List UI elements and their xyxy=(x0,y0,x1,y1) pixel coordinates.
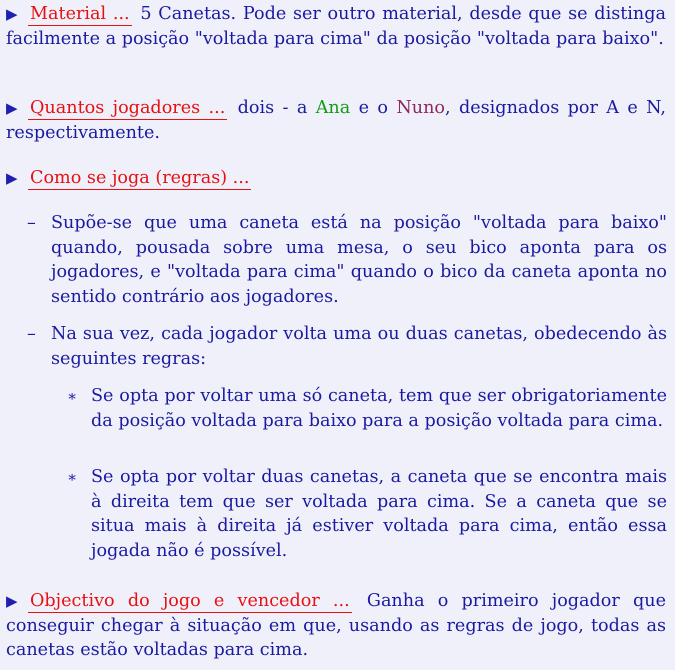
heading-jogadores: Quantos jogadores ... xyxy=(30,98,226,118)
heading-regras: Como se joga (regras) ... xyxy=(30,168,250,188)
section-objectivo xyxy=(6,589,666,663)
regras-subitem-1 xyxy=(67,384,667,433)
jogadores-text-before: dois - a xyxy=(229,98,316,118)
section-regras xyxy=(6,166,666,191)
heading-material: Material ... xyxy=(30,4,130,24)
jogadores-text-mid: e o xyxy=(350,98,397,118)
regras-subitem-text: Se opta por voltar duas canetas, a caneta que se encontra mais à direita tem que ser voltada para cima. Se a caneta que se situa mais à direita já estiver voltada para cima, então essa jogada não é possível. xyxy=(91,467,667,561)
player-ana: Ana xyxy=(315,98,351,118)
bullet-arrow-icon: ▶ xyxy=(6,5,18,23)
dash-bullet: – xyxy=(27,324,36,344)
dash-bullet: – xyxy=(27,213,36,233)
regras-item-text: Na sua vez, cada jogador volta uma ou duas canetas, obedecendo às seguintes regras: xyxy=(51,324,667,369)
jogadores-text-after: , designados por A e N, respectivamente. xyxy=(6,98,666,143)
star-bullet-icon: ∗ xyxy=(67,468,78,486)
bullet-arrow-icon: ▶ xyxy=(6,99,18,117)
bullet-arrow-icon: ▶ xyxy=(6,592,18,610)
section-material xyxy=(6,2,666,51)
regras-item-2 xyxy=(27,322,667,371)
objectivo-text: Ganha o primeiro jogador que conseguir chegar à situação em que, usando as regras de jogo, todas as canetas estão voltadas para cima. xyxy=(6,591,666,660)
heading-objectivo: Objectivo do jogo e vencedor ... xyxy=(30,591,350,611)
regras-item-1 xyxy=(27,211,667,309)
star-bullet-icon: ∗ xyxy=(67,387,78,405)
regras-subitem-2 xyxy=(67,465,667,563)
section-jogadores xyxy=(6,96,666,145)
player-nuno: Nuno xyxy=(396,98,446,118)
regras-subitem-text: Se opta por voltar uma só caneta, tem que ser obrigatoriamente da posição voltada para baixo para a posição voltada para cima. xyxy=(91,386,667,431)
bullet-arrow-icon: ▶ xyxy=(6,169,18,187)
regras-item-text: Supõe-se que uma caneta está na posição "voltada para baixo" quando, pousada sobre uma mesa, o seu bico aponta para os jogadores, e "voltada para cima" quando o bico da caneta aponta no sentido contrário aos jogadores. xyxy=(51,213,667,307)
material-text: 5 Canetas. Pode ser outro material, desde que se distinga facilmente a posição "voltada para cima" da posição "voltada para baixo". xyxy=(6,4,667,49)
